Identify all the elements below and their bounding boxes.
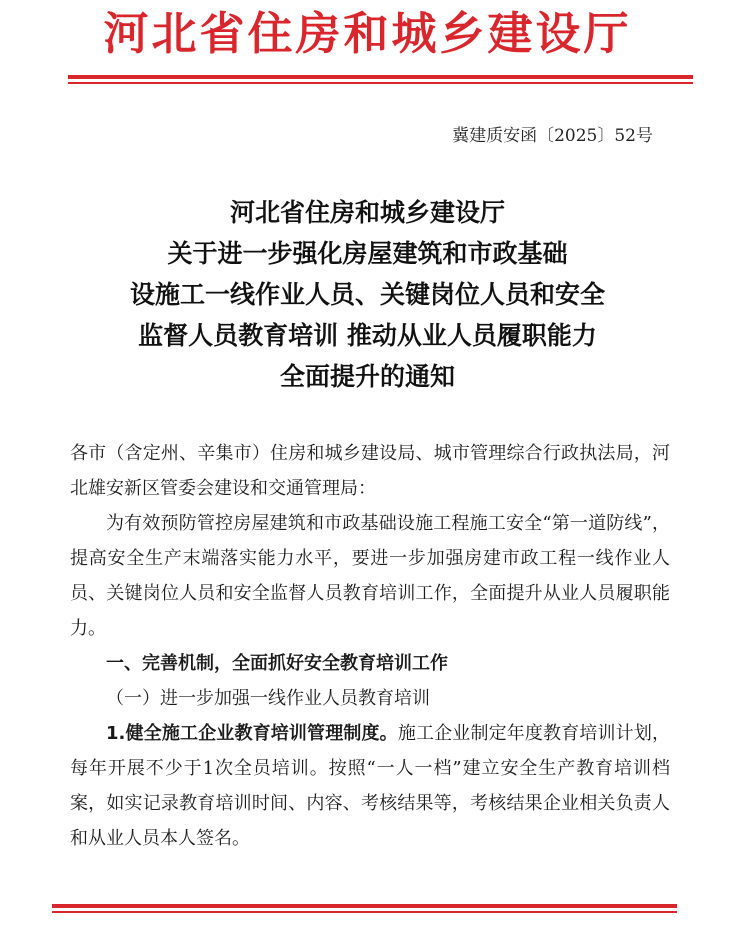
item-1-paragraph (70, 716, 670, 856)
footer-rule-thick (52, 904, 677, 908)
document-body (70, 436, 670, 856)
section-1-heading: 一、完善机制，全面抓好安全教育培训工作 (106, 653, 448, 674)
intro-paragraph: 为有效预防管控房屋建筑和市政基础设施工程施工安全“第一道防线”，提高安全生产末端落实能力水平，要进一步加强房建市政工程一线作业人员、关键岗位人员和安全监督人员教育培训工作，全面提升从业人员履职能力。 (70, 513, 670, 639)
letterhead-red-rule (68, 75, 693, 84)
title-line-5: 全面提升的通知 (279, 362, 455, 391)
title-line-2: 关于进一步强化房屋建筑和市政基础 (167, 239, 568, 268)
red-rule-thin (68, 82, 693, 84)
document-title (0, 192, 735, 397)
item-1-text: 施工企业制定年度教育培训计划，每年开展不少于1次全员培训。按照“一人一档”建立安全生产教育培训档案，如实记录教育培训时间、内容、考核结果等，考核结果企业相关负责人和从业人员本人签名。 (70, 723, 670, 849)
document-number: 冀建质安函〔2025〕52号 (452, 126, 653, 146)
letterhead-org-name: 河北省住房和城乡建设厅 (103, 7, 632, 60)
title-line-3: 设施工一线作业人员、关键岗位人员和安全 (129, 280, 605, 309)
addressee: 各市（含定州、辛集市）住房和城乡建设局、城市管理综合行政执法局，河北雄安新区管委会建设和交通管理局： (70, 443, 670, 499)
title-line-4: 监督人员教育培训 推动从业人员履职能力 (138, 321, 597, 350)
item-1-lead: 1.健全施工企业教育培训管理制度。 (106, 723, 398, 744)
title-line-1: 河北省住房和城乡建设厅 (229, 198, 505, 227)
footer-red-rule (52, 904, 677, 913)
footer-rule-thin (52, 911, 677, 913)
subsection-1-heading: （一）进一步加强一线作业人员教育培训 (106, 688, 430, 709)
red-rule-thick (68, 75, 693, 79)
